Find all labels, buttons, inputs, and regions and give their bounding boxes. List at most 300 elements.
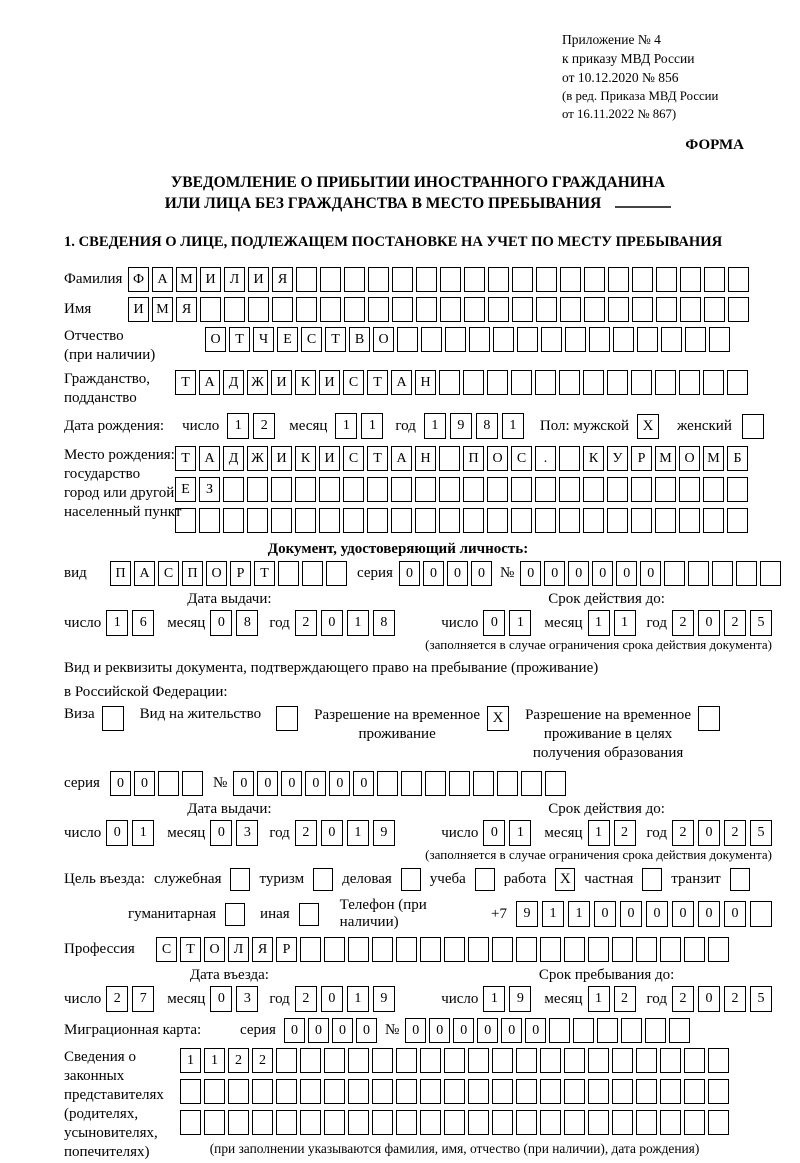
birth-place-label-line: государство — [64, 466, 141, 482]
identity-doc-heading: Документ, удостоверяющий личность: — [267, 541, 529, 557]
char-cell — [348, 937, 369, 962]
char-cell: 1 — [509, 610, 531, 636]
char-cell: 2 — [614, 986, 636, 1012]
char-cell — [416, 297, 437, 322]
birth-date-label: Дата рождения: — [64, 417, 165, 434]
appendix-line: от 10.12.2020 № 856 — [562, 70, 679, 85]
purpose-private-label: частная — [584, 871, 634, 887]
char-cell: 8 — [373, 610, 395, 636]
char-cell — [324, 1048, 345, 1073]
char-cell — [660, 1048, 681, 1073]
char-cell — [392, 297, 413, 322]
representatives-row1-cells — [180, 1048, 729, 1073]
char-cell: С — [343, 446, 364, 471]
char-cell — [636, 937, 657, 962]
char-cell — [319, 508, 340, 533]
char-cell: 1 — [347, 610, 369, 636]
form-title-line1: УВЕДОМЛЕНИЕ О ПРИБЫТИИ ИНОСТРАННОГО ГРАЖДАНИНА — [170, 174, 666, 191]
representatives-row3-cells — [180, 1110, 729, 1135]
representatives-label-line: представителях — [64, 1087, 164, 1103]
char-cell — [463, 477, 484, 502]
stay-day-cells — [483, 986, 531, 1012]
sex-male-label: Пол: мужской — [539, 417, 630, 434]
char-cell: 0 — [405, 1018, 426, 1043]
representatives-note: (при заполнении указываются фамилия, имя, отчество (при наличии), дата рождения) — [209, 1141, 700, 1156]
char-cell: Л — [224, 267, 245, 292]
char-cell — [248, 297, 269, 322]
char-cell — [420, 937, 441, 962]
char-cell — [536, 267, 557, 292]
char-cell: 0 — [284, 1018, 305, 1043]
expiry-date-col — [441, 801, 772, 846]
month-label: месяц — [167, 614, 206, 631]
char-cell — [540, 1110, 561, 1135]
char-cell — [540, 1048, 561, 1073]
issue-date-caption: Дата выдачи: — [187, 591, 272, 607]
year-label: год — [646, 614, 667, 631]
char-cell: 0 — [399, 561, 420, 586]
issue-month-cells — [210, 610, 258, 636]
char-cell — [343, 508, 364, 533]
char-cell — [535, 477, 556, 502]
char-cell — [588, 1110, 609, 1135]
char-cell — [247, 477, 268, 502]
day-label: число — [441, 824, 479, 841]
char-cell — [473, 771, 494, 796]
char-cell: 0 — [134, 771, 155, 796]
char-cell — [612, 1110, 633, 1135]
option-temp-residence-label — [314, 706, 480, 744]
char-cell: 3 — [236, 986, 258, 1012]
purpose-work-label: работа — [503, 871, 547, 887]
birth-place-block — [64, 446, 772, 539]
char-cell — [704, 267, 725, 292]
representatives-label-line: (родителях, — [64, 1106, 139, 1122]
char-cell — [516, 1048, 537, 1073]
char-cell — [223, 508, 244, 533]
birth-month-cells — [335, 413, 383, 439]
issue-date-col — [64, 801, 395, 846]
char-cell — [464, 267, 485, 292]
citizenship-row — [64, 370, 772, 408]
stay-month-cells — [588, 986, 636, 1012]
issue-month-cells — [210, 820, 258, 846]
char-cell — [679, 508, 700, 533]
representatives-label-line: Сведения о — [64, 1049, 136, 1065]
char-cell: 1 — [614, 610, 636, 636]
char-cell: В — [349, 327, 370, 352]
char-cell — [392, 267, 413, 292]
birth-place-row1-cells — [175, 446, 748, 471]
char-cell: 1 — [227, 413, 249, 439]
char-cell — [302, 561, 323, 586]
char-cell — [469, 327, 490, 352]
char-cell: 9 — [516, 901, 538, 927]
representatives-row2-cells — [180, 1079, 729, 1104]
char-cell — [180, 1110, 201, 1135]
profession-label: Профессия — [64, 941, 135, 957]
char-cell: Е — [175, 477, 196, 502]
char-cell: 1 — [204, 1048, 225, 1073]
char-cell: 0 — [210, 610, 232, 636]
char-cell: 0 — [525, 1018, 546, 1043]
char-cell: 0 — [520, 561, 541, 586]
char-cell — [608, 267, 629, 292]
char-cell — [348, 1079, 369, 1104]
char-cell — [688, 561, 709, 586]
char-cell — [664, 561, 685, 586]
char-cell — [468, 937, 489, 962]
char-cell — [704, 297, 725, 322]
char-cell: 0 — [106, 820, 128, 846]
char-cell — [497, 771, 518, 796]
form-title — [64, 172, 772, 214]
char-cell — [727, 370, 748, 395]
char-cell: М — [152, 297, 173, 322]
entry-day-cells — [106, 986, 154, 1012]
char-cell: 8 — [476, 413, 498, 439]
given-name-row — [64, 297, 772, 322]
expiry-month-cells — [588, 610, 636, 636]
section1-heading: 1. СВЕДЕНИЯ О ЛИЦЕ, ПОДЛЕЖАЩЕМ ПОСТАНОВКЕ НА УЧЕТ ПО МЕСТУ ПРЕБЫВАНИЯ — [64, 234, 723, 250]
title-blank-line — [615, 194, 671, 208]
representatives-cells-stack — [180, 1048, 729, 1157]
char-cell: О — [487, 446, 508, 471]
year-label: год — [269, 614, 290, 631]
char-cell — [440, 297, 461, 322]
char-cell — [295, 477, 316, 502]
char-cell — [377, 771, 398, 796]
char-cell — [703, 477, 724, 502]
char-cell: П — [110, 561, 131, 586]
char-cell: О — [206, 561, 227, 586]
representatives-label-line: законных — [64, 1068, 125, 1084]
purpose-study-label: учеба — [429, 871, 466, 887]
char-cell — [487, 370, 508, 395]
char-cell — [535, 370, 556, 395]
month-label: месяц — [544, 824, 583, 841]
stay-until-caption: Срок пребывания до: — [538, 967, 675, 983]
char-cell — [348, 1048, 369, 1073]
char-cell: 9 — [373, 986, 395, 1012]
char-cell: 0 — [110, 771, 131, 796]
char-cell — [565, 327, 586, 352]
option-residence-permit-checkbox — [276, 706, 298, 731]
char-cell — [632, 267, 653, 292]
char-cell — [656, 267, 677, 292]
expiry-day-cells — [483, 820, 531, 846]
expiry-date-col — [441, 591, 772, 636]
month-label: месяц — [167, 824, 206, 841]
char-cell: А — [199, 370, 220, 395]
char-cell — [564, 1110, 585, 1135]
char-cell — [684, 1110, 705, 1135]
char-cell — [468, 1079, 489, 1104]
doc-number-cells — [520, 561, 781, 586]
char-cell: 1 — [568, 901, 590, 927]
char-cell: П — [463, 446, 484, 471]
char-cell — [372, 1079, 393, 1104]
char-cell: 1 — [347, 820, 369, 846]
migration-card-label: Миграционная карта: — [64, 1022, 202, 1038]
char-cell: 8 — [236, 610, 258, 636]
char-cell: 2 — [614, 820, 636, 846]
option-visa-label: Виза — [64, 706, 95, 722]
char-cell — [760, 561, 781, 586]
char-cell — [300, 1048, 321, 1073]
char-cell — [535, 508, 556, 533]
char-cell — [588, 1048, 609, 1073]
char-cell — [463, 370, 484, 395]
purpose-official-label: служебная — [153, 871, 222, 887]
char-cell — [636, 1079, 657, 1104]
purpose-business-label: деловая — [342, 871, 392, 887]
char-cell — [175, 508, 196, 533]
day-label: число — [182, 417, 220, 434]
char-cell: 0 — [698, 610, 720, 636]
char-cell: 5 — [750, 820, 772, 846]
char-cell: С — [156, 937, 177, 962]
char-cell — [708, 1110, 729, 1135]
char-cell: 0 — [471, 561, 492, 586]
profession-cells — [156, 937, 729, 962]
char-cell: Т — [175, 370, 196, 395]
char-cell — [320, 297, 341, 322]
doc-series-cells — [399, 561, 492, 586]
char-cell: 2 — [724, 986, 746, 1012]
char-cell — [276, 1079, 297, 1104]
entry-year-cells — [295, 986, 395, 1012]
char-cell — [727, 477, 748, 502]
migration-card-row — [64, 1018, 772, 1043]
char-cell — [540, 937, 561, 962]
char-cell: 0 — [483, 820, 505, 846]
char-cell: 0 — [501, 1018, 522, 1043]
char-cell — [204, 1079, 225, 1104]
birth-day-cells — [227, 413, 275, 439]
char-cell: Д — [223, 370, 244, 395]
representatives-label-line: усыновителях, — [64, 1125, 158, 1141]
char-cell — [597, 1018, 618, 1043]
char-cell — [252, 1110, 273, 1135]
char-cell — [559, 446, 580, 471]
char-cell — [636, 1048, 657, 1073]
char-cell — [655, 370, 676, 395]
char-cell — [680, 297, 701, 322]
char-cell — [397, 327, 418, 352]
representatives-block — [64, 1048, 772, 1162]
char-cell: 0 — [353, 771, 374, 796]
char-cell — [607, 508, 628, 533]
char-cell — [367, 508, 388, 533]
surname-row — [64, 267, 772, 292]
char-cell: И — [319, 446, 340, 471]
day-label: число — [441, 614, 479, 631]
char-cell: 1 — [347, 986, 369, 1012]
char-cell: Л — [228, 937, 249, 962]
char-cell: Н — [415, 446, 436, 471]
char-cell — [492, 937, 513, 962]
char-cell: Я — [176, 297, 197, 322]
appendix-block — [562, 30, 772, 123]
char-cell — [631, 370, 652, 395]
char-cell: А — [391, 370, 412, 395]
char-cell: 1 — [502, 413, 524, 439]
option-temp-residence-education-checkbox — [698, 706, 720, 731]
char-cell: Т — [229, 327, 250, 352]
char-cell: О — [373, 327, 394, 352]
char-cell: 6 — [132, 610, 154, 636]
char-cell — [272, 297, 293, 322]
char-cell: Ч — [253, 327, 274, 352]
char-cell: А — [152, 267, 173, 292]
expiry-year-cells — [672, 610, 772, 636]
purpose-private-checkbox — [642, 868, 662, 891]
sex-female-label: женский — [677, 417, 732, 434]
char-cell: И — [248, 267, 269, 292]
char-cell: Д — [223, 446, 244, 471]
patronymic-cells — [205, 327, 730, 352]
char-cell: 0 — [592, 561, 613, 586]
char-cell: 0 — [724, 901, 746, 927]
char-cell: 1 — [132, 820, 154, 846]
char-cell: 0 — [423, 561, 444, 586]
char-cell — [449, 771, 470, 796]
char-cell — [300, 1110, 321, 1135]
char-cell — [521, 771, 542, 796]
char-cell — [444, 937, 465, 962]
char-cell: С — [301, 327, 322, 352]
char-cell: Е — [277, 327, 298, 352]
purpose-other-checkbox — [299, 903, 319, 926]
char-cell — [180, 1079, 201, 1104]
char-cell: Т — [367, 370, 388, 395]
char-cell — [655, 477, 676, 502]
char-cell — [511, 508, 532, 533]
char-cell — [564, 937, 585, 962]
char-cell — [344, 297, 365, 322]
char-cell — [488, 297, 509, 322]
option-residence-permit — [140, 706, 298, 731]
option-residence-permit-label: Вид на жительство — [139, 706, 262, 722]
char-cell: 0 — [453, 1018, 474, 1043]
char-cell — [727, 508, 748, 533]
option-label-line: проживание — [358, 726, 436, 742]
char-cell — [416, 267, 437, 292]
char-cell — [487, 508, 508, 533]
char-cell — [703, 508, 724, 533]
migration-series-cells — [284, 1018, 377, 1043]
char-cell: Ж — [247, 446, 268, 471]
char-cell — [645, 1018, 666, 1043]
char-cell: 2 — [295, 820, 317, 846]
option-label-line: проживание в целях — [543, 726, 673, 742]
char-cell — [656, 297, 677, 322]
char-cell — [708, 937, 729, 962]
char-cell — [343, 477, 364, 502]
citizenship-cells — [175, 370, 748, 395]
char-cell — [684, 1048, 705, 1073]
year-label: год — [395, 417, 416, 434]
migration-number-cells — [405, 1018, 690, 1043]
phone-cells — [516, 901, 772, 927]
char-cell: М — [176, 267, 197, 292]
expiry-date-caption: Срок действия до: — [548, 801, 665, 817]
purpose-label: Цель въезда: — [64, 871, 145, 887]
char-cell — [564, 1079, 585, 1104]
char-cell: А — [199, 446, 220, 471]
char-cell — [583, 477, 604, 502]
char-cell — [684, 937, 705, 962]
char-cell — [200, 297, 221, 322]
char-cell — [584, 297, 605, 322]
char-cell — [439, 508, 460, 533]
char-cell — [425, 771, 446, 796]
citizenship-label-line: Гражданство, — [64, 371, 151, 387]
char-cell: Р — [276, 937, 297, 962]
char-cell — [588, 937, 609, 962]
char-cell — [468, 1110, 489, 1135]
char-cell — [439, 446, 460, 471]
char-cell — [488, 267, 509, 292]
purpose-tourism-label: туризм — [259, 871, 305, 887]
option-visa — [64, 706, 124, 731]
purpose-humanitarian-label: гуманитарная — [128, 905, 217, 922]
char-cell — [158, 771, 179, 796]
surname-cells — [128, 267, 749, 292]
char-cell — [684, 1079, 705, 1104]
patronymic-label-line: (при наличии) — [64, 347, 156, 363]
char-cell — [396, 1048, 417, 1073]
char-cell: Р — [631, 446, 652, 471]
char-cell — [679, 477, 700, 502]
char-cell: 7 — [132, 986, 154, 1012]
representatives-label — [64, 1048, 180, 1162]
char-cell — [421, 327, 442, 352]
char-cell — [415, 508, 436, 533]
char-cell — [368, 267, 389, 292]
char-cell: 1 — [509, 820, 531, 846]
birth-place-row2-cells — [175, 477, 748, 502]
char-cell: Я — [272, 267, 293, 292]
char-cell: П — [182, 561, 203, 586]
char-cell — [632, 297, 653, 322]
char-cell — [492, 1079, 513, 1104]
char-cell — [589, 327, 610, 352]
char-cell — [415, 477, 436, 502]
char-cell — [391, 477, 412, 502]
char-cell — [204, 1110, 225, 1135]
char-cell — [367, 477, 388, 502]
purpose-tourism-checkbox — [313, 868, 333, 891]
issue-date-caption: Дата выдачи: — [187, 801, 272, 817]
char-cell — [296, 297, 317, 322]
char-cell — [560, 297, 581, 322]
residence-doc-dates — [64, 801, 772, 846]
char-cell — [679, 370, 700, 395]
option-label-line: Разрешение на временное — [525, 707, 692, 723]
sex-male-checkbox: X — [637, 414, 659, 439]
purpose-other-label: иная — [260, 905, 290, 922]
char-cell — [709, 327, 730, 352]
char-cell — [276, 1110, 297, 1135]
char-cell: Б — [727, 446, 748, 471]
char-cell — [545, 771, 566, 796]
char-cell: У — [607, 446, 628, 471]
patronymic-label — [64, 327, 205, 365]
char-cell: 0 — [233, 771, 254, 796]
char-cell — [712, 561, 733, 586]
